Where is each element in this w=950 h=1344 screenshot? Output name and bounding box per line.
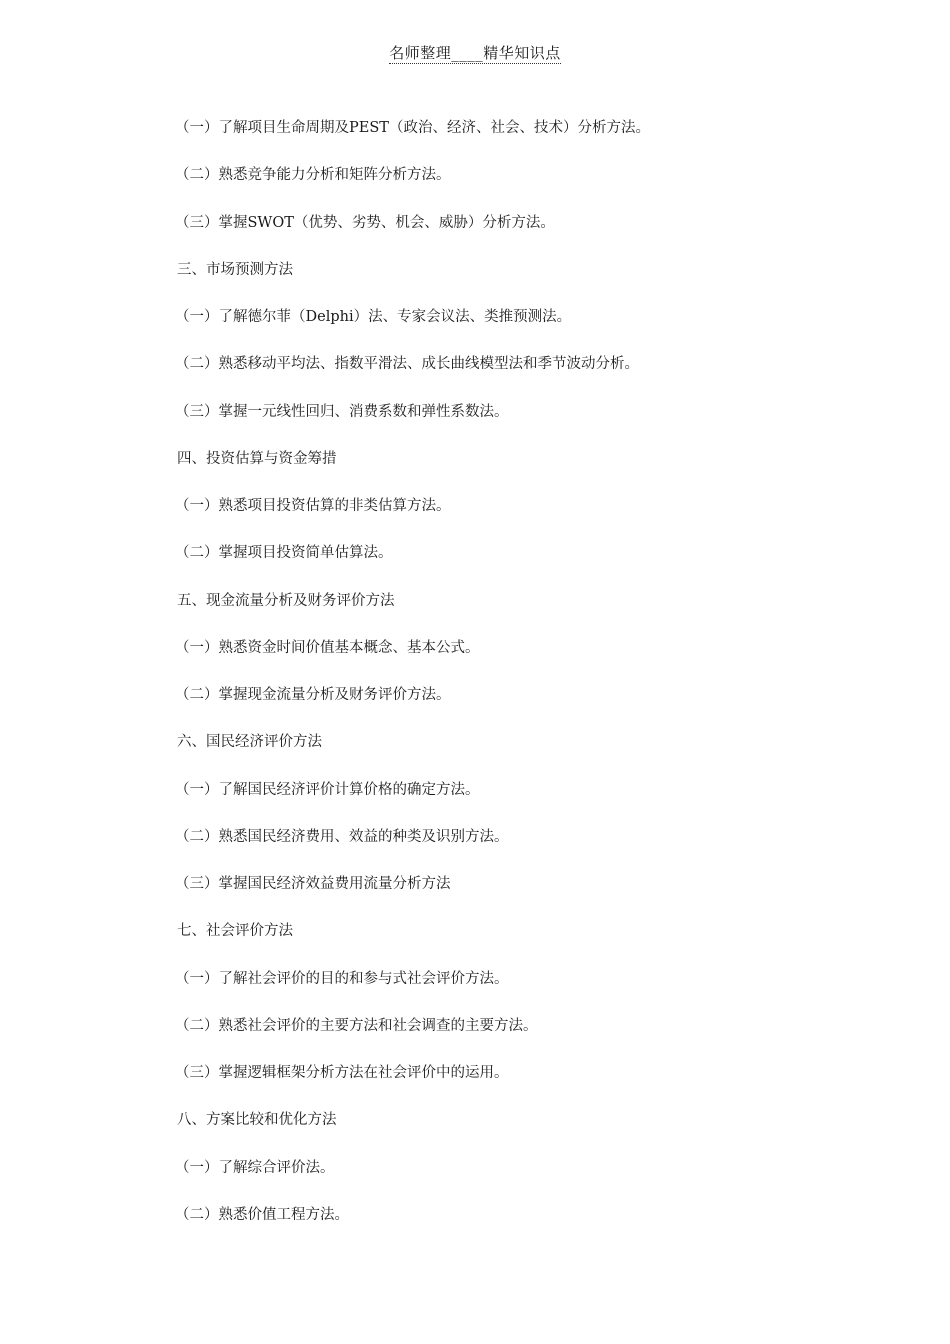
document-body [175,115,875,1249]
list-item: （一）熟悉项目投资估算的非类估算方法。 [175,498,451,514]
page-header [0,42,950,63]
section-heading: 四、投资估算与资金筹措 [177,450,337,467]
list-item: （三）掌握逻辑框架分析方法在社会评价中的运用。 [175,1065,509,1081]
header-text: 名师整理____精华知识点 [389,44,561,62]
list-item: （二）熟悉社会评价的主要方法和社会调查的主要方法。 [175,1017,538,1034]
list-item: （一）熟悉资金时间价值基本概念、基本公式。 [175,639,480,656]
list-item: （三）掌握一元线性回归、消费系数和弹性系数法。 [175,403,509,420]
list-item: （三）掌握国民经济效益费用流量分析方法 [175,876,451,892]
section-heading: 六、国民经济评价方法 [177,734,322,751]
list-item: （一）了解综合评价法。 [175,1159,335,1176]
list-item: （二）熟悉移动平均法、指数平滑法、成长曲线模型法和季节波动分析。 [175,356,639,373]
list-item: （二）熟悉竞争能力分析和矩阵分析方法。 [175,167,451,184]
list-item: （一）了解社会评价的目的和参与式社会评价方法。 [175,970,509,987]
list-item: （三）掌握SWOT（优势、劣势、机会、威胁）分析方法。 [175,214,555,231]
list-item: （二）熟悉国民经济费用、效益的种类及识别方法。 [175,828,509,845]
section-heading: 三、市场预测方法 [177,261,293,278]
section-heading: 七、社会评价方法 [177,923,293,940]
list-item: （二）掌握项目投资简单估算法。 [175,545,393,562]
list-item: （一）了解德尔菲（Delphi）法、专家会议法、类推预测法。 [175,309,572,325]
list-item: （一）了解项目生命周期及PEST（政治、经济、社会、技术）分析方法。 [175,120,650,136]
section-heading: 八、方案比较和优化方法 [177,1112,337,1129]
list-item: （二）掌握现金流量分析及财务评价方法。 [175,687,451,703]
list-item: （一）了解国民经济评价计算价格的确定方法。 [175,781,480,798]
list-item: （二）熟悉价值工程方法。 [175,1206,349,1223]
section-heading: 五、现金流量分析及财务评价方法 [177,592,395,609]
